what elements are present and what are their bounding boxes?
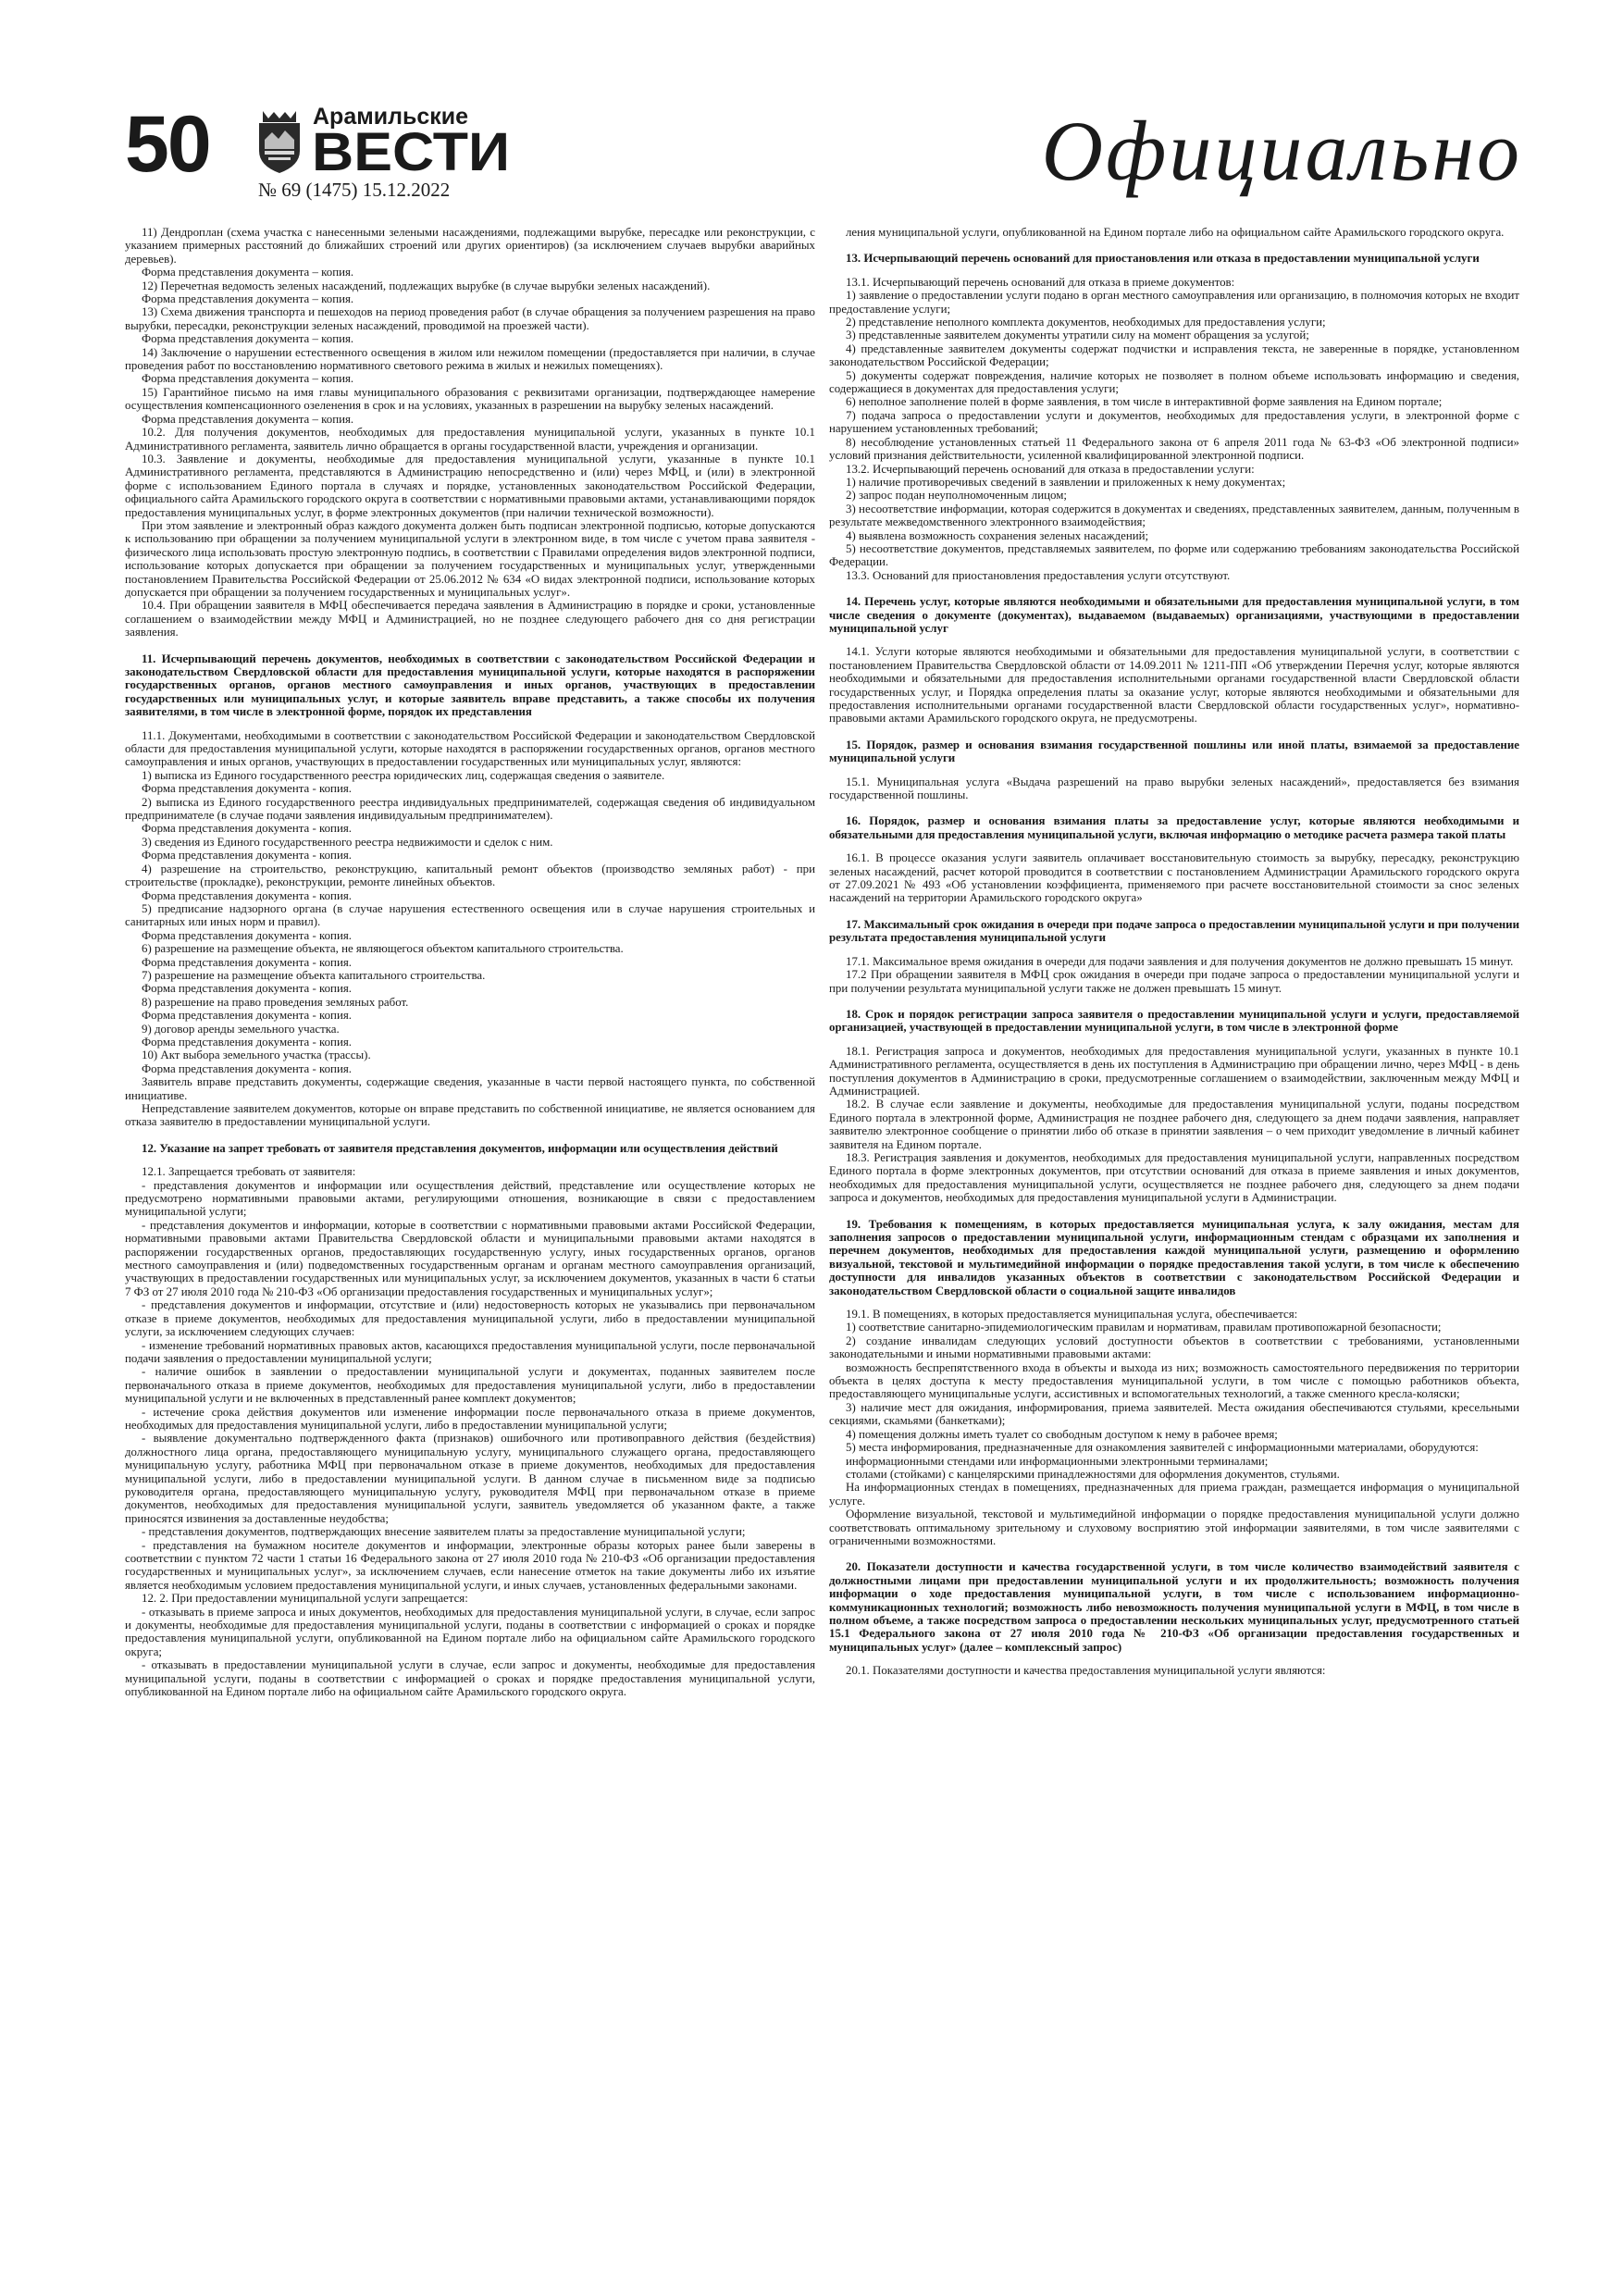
paragraph: 14.1. Услуги которые являются необходимыми и обязательными для предоставления муниципальной услуги, в соответствии с постановлением Правительства Свердловской области от 14.09.2011 № 1211-ПП «Об утверждении Перечня услуг, которые являются необходимыми и обязательными для предоставления исполнительными органами государственной власти Свердловской области государственных услуг, и Порядка определения платы за оказание услуг, которые являются необходимыми и обязательными для предоставления исполнительными органами государственной власти Свердловской области государственных услуг», нормативно-правовыми актами Арамильского городского округа, не предусмотрены. — [829, 645, 1519, 726]
paragraph: 3) несоответствие информации, которая содержится в документах и сведениях, представленных заявителем, данным, полученным в результате межведомственного электронного взаимодействия; — [829, 502, 1519, 529]
paragraph: Форма представления документа - копия. — [142, 822, 352, 836]
paragraph: 18.2. В случае если заявление и документы, необходимые для предоставления муниципальной услуги, поданы посредством Единого портала в электронной форме, Администрация не позднее рабочего дня, следующего за днем подачи заявления, направляет заявителю электронное сообщение о принятии либо об отказе в принятии заявления – о чем приходит уведомление в личный кабинет заявителя на Едином портале. — [829, 1098, 1519, 1151]
paragraph: Форма представления документа - копия. — [142, 955, 352, 969]
paragraph: 17.1. Максимальное время ожидания в очереди для подачи заявления и для получения документов не должно превышать 15 минут. — [846, 954, 1514, 968]
paragraph: 5) несоответствие документов, представляемых заявителем, по форме или содержанию требованиям законодательства Российской Федерации. — [829, 541, 1519, 569]
paragraph: 11.1. Документами, необходимыми в соответствии с законодательством Российской Федерации и законодательством Свердловской области для предоставления муниципальной услуги, которые находятся в распоряжении государственных органов, органов местного самоуправления и иных органов, участвующих в предоставлении государственных или муниципальных услуг, являются: — [125, 728, 815, 769]
coat-of-arms-icon — [254, 108, 305, 175]
section-heading: 19. Требования к помещениям, в которых предоставляется муниципальная услуга, к залу ожидания, местам для заполнения запросов о предоставлении муниципальной услуги, информационным стендам с образцами их заполнения и перечнем документов, необходимых для предоставления каждой муниципальной услуги, размещению и оформлению визуальной, текстовой и мультимедийной информации о порядке предоставления такой услуги, в том числе к обеспечению доступности для инвалидов указанных объектов в соответствии с законодательством Российской Федерации и законодательством Свердловской области о социальной защите инвалидов — [829, 1217, 1519, 1297]
paragraph: - выявление документально подтвержденного факта (признаков) ошибочного или противоправного действия (бездействия) должностного лица органа, предоставляющего муниципальную услугу, муниципального служащего органа, предоставляющего муниципальную услугу, работника МФЦ при первоначальном отказе в приеме документов, необходимых для предоставления муниципальной услуги, либо в предоставлении муниципальной услуги. В данном случае в письменном виде за подписью руководителя органа, предоставляющего муниципальную услугу, руководителя МФЦ при первоначальном отказе в приеме документов, необходимых для предоставления муниципальной услуги, заявитель уведомляется об указанном факте, а также приносятся извинения за доставленные неудобства; — [125, 1432, 815, 1525]
paragraph: Форма представления документа – копия. — [142, 372, 354, 386]
paragraph: 5) документы содержат повреждения, наличие которых не позволяет в полном объеме использовать информацию и сведения, содержащиеся в документах для предоставления услуги; — [829, 368, 1519, 396]
section-heading: 17. Максимальный срок ожидания в очереди при подаче запроса о предоставлении муниципальной услуги и при получении результата предоставления муниципальной услуги — [829, 917, 1519, 945]
section-heading: 13. Исчерпывающий перечень оснований для приостановления или отказа в предоставлении муниципальной услуги — [846, 252, 1480, 266]
paragraph: - изменение требований нормативных правовых актов, касающихся предоставления муниципальной услуги, после первоначальной подачи заявления о предоставлении муниципальной услуги; — [125, 1338, 815, 1365]
paragraph: 8) разрешение на право проведения земляных работ. — [142, 995, 409, 1009]
paragraph: 9) договор аренды земельного участка. — [142, 1022, 340, 1036]
paragraph: Форма представления документа – копия. — [142, 292, 354, 306]
paragraph: Заявитель вправе представить документы, содержащие сведения, указанные в части первой настоящего пункта, по собственной инициативе. — [125, 1075, 815, 1102]
paragraph: 10.4. При обращении заявителя в МФЦ обеспечивается передача заявления в Администрацию в порядке и сроки, установленные соглашением о взаимодействии между МФЦ и Администрацией, но не позднее следующего рабочего дня со дня регистрации заявления. — [125, 599, 815, 639]
section-heading: 16. Порядок, размер и основания взимания платы за предоставление услуг, которые являются необходимыми и обязательными для предоставления муниципальной услуги, включая информацию о методике расчета размера такой платы — [829, 814, 1519, 841]
paragraph: 15) Гарантийное письмо на имя главы муниципального образования с реквизитами организации, подтверждающее намерение осуществления компенсационного озеленения в срок и на условиях, указанных в разрешении на вырубку зеленых насаждений. — [125, 385, 815, 413]
paragraph: 4) выявлена возможность сохранения зеленых насаждений; — [846, 528, 1149, 542]
paragraph: Оформление визуальной, текстовой и мультимедийной информации о порядке предоставления муниципальной услуги должно соответствовать оптимальному зрительному и слуховому восприятию этой информации заявителями, в том числе заявителями с ограниченными возможностями. — [829, 1508, 1519, 1547]
section-heading: 15. Порядок, размер и основания взимания государственной пошлины или иной платы, взимаемой за предоставление муниципальной услуги — [829, 738, 1519, 765]
paragraph: Форма представления документа - копия. — [142, 849, 352, 863]
publication-name-main: ВЕСТИ — [312, 122, 510, 182]
paragraph: 3) наличие мест для ожидания, информирования, приема заявителей. Места ожидания обеспечиваются стульями, кресельными секциями, скамьями (банкетками); — [829, 1400, 1519, 1428]
paragraph: 12.1. Запрещается требовать от заявителя: — [142, 1165, 356, 1179]
paragraph: 10.2. Для получения документов, необходимых для предоставления муниципальной услуги, указанных в пункте 10.1 Административного регламента, заявитель лично обращается в органы государственной власти, учреждения и организации. — [125, 426, 815, 453]
paragraph: 13.1. Исчерпывающий перечень оснований для отказа в приеме документов: — [846, 275, 1235, 289]
paragraph: 1) выписка из Единого государственного реестра юридических лиц, содержащая сведения о заявителе. — [142, 768, 665, 782]
page-header — [125, 97, 1522, 201]
paragraph: 5) предписание надзорного органа (в случае нарушения естественного освещения или в случае нарушения строительных и санитарных или иных норм и правил). — [125, 901, 815, 929]
paragraph: 1) наличие противоречивых сведений в заявлении и приложенных к нему документах; — [846, 475, 1286, 489]
publication-name-top: Арамильские — [313, 104, 469, 130]
section-heading: 14. Перечень услуг, которые являются необходимыми и обязательными для предоставления муниципальной услуги, в том числе сведения о документе (документах), выдаваемом (выдаваемых) организациями, участвующими в предоставлении муниципальной услуг — [829, 595, 1519, 635]
paragraph: - представления документов и информации или осуществления действий, представление или осуществление которых не предусмотрено нормативными правовыми актами, регулирующими отношения, возникающие в связи с предоставлением муниципальной услуги; — [125, 1178, 815, 1219]
paragraph: 2) создание инвалидам следующих условий доступности объектов в соответствии с требованиями, установленными законодательными и иными нормативными правовыми актами: — [829, 1334, 1519, 1361]
paragraph: 2) представление неполного комплекта документов, необходимых для предоставления услуги; — [846, 316, 1326, 329]
paragraph: Форма представления документа - копия. — [142, 928, 352, 942]
paragraph: 7) подача запроса о предоставлении услуги и документов, необходимых для предоставления услуги, в электронной форме с нарушением установленных требований; — [829, 408, 1519, 436]
paragraph: ления муниципальной услуги, опубликованной на Едином портале либо на официальном сайте Арамильского городского округа. — [846, 226, 1505, 239]
paragraph: Форма представления документа - копия. — [142, 888, 352, 902]
paragraph: 2) выписка из Единого государственного реестра индивидуальных предпринимателей, содержащая сведения об индивидуальном предпринимателе (в случае подачи заявления индивидуальным предпринимателем). — [125, 795, 815, 823]
paragraph: информационными стендами или информационными электронными терминалами; — [846, 1454, 1269, 1468]
paragraph: 8) несоблюдение установленных статьей 11 Федерального закона от 6 апреля 2011 года № 63-ФЗ «Об электронной подписи» условий признания действительности, усиленной квалифицированной электронной подписи. — [829, 435, 1519, 463]
paragraph: 4) представленные заявителем документы содержат подчистки и исправления текста, не заверенные в порядке, установленном законодательством Российской Федерации; — [829, 341, 1519, 369]
paragraph: 20.1. Показателями доступности и качества предоставления муниципальной услуги являются: — [846, 1664, 1326, 1678]
paragraph: 2) запрос подан неуполномоченным лицом; — [846, 489, 1067, 503]
paragraph: 1) заявление о предоставлении услуги подано в орган местного самоуправления или организацию, в полномочия которых не входит предоставление услуги; — [829, 289, 1519, 316]
section-heading: 18. Срок и порядок регистрации запроса заявителя о предоставлении муниципальной услуги и услуги, предоставляемой организацией, участвующей в предоставлении муниципальной услуги, в том числе в электронной форме — [829, 1007, 1519, 1035]
section-heading: 12. Указание на запрет требовать от заявителя представления документов, информации или осуществления действий — [142, 1141, 778, 1155]
left-text-column — [125, 226, 815, 2253]
paragraph: 14) Заключение о нарушении естественного освещения в жилом или нежилом помещении (предоставляется при наличии, в случае проведения работ по восстановлению нормативного светового режима в жилых и нежилых помещениях). — [125, 345, 815, 373]
paragraph: - представления документов, подтверждающих внесение заявителем платы за предоставление муниципальной услуги; — [142, 1525, 746, 1539]
section-title: Официально — [1041, 104, 1522, 198]
paragraph: Форма представления документа - копия. — [142, 1009, 352, 1023]
paragraph: - представления документов и информации, отсутствие и (или) недостоверность которых не указывались при первоначальном отказе в приеме документов, необходимых для предоставления муниципальной услуги, либо в предоставлении муниципальной услуги, за исключением следующих случаев: — [125, 1298, 815, 1339]
paragraph: 18.1. Регистрация запроса и документов, необходимых для предоставления муниципальной услуги, указанных в пункте 10.1 Административного регламента, осуществляется в день их поступления в Администрацию при обращении лично, через МФЦ - в день поступления документов в Администрацию в сроки, предусмотренные соглашением о взаимодействии, заключенным между МФЦ и Администрацией. — [829, 1044, 1519, 1098]
page-number: 50 — [125, 100, 210, 189]
paragraph: - представления документов и информации, которые в соответствии с нормативными правовыми актами Российской Федерации, нормативными правовыми актами Правительства Свердловской области и муниципальными правовыми актами находятся в распоряжении государственных органов, предоставляющих государственную услугу, иных государственных органов, органов местного самоуправления и (или) подведомственных государственным органам и органам местного самоуправления организаций, участвующих в предоставлении государственных или муниципальных услуг, за исключением документов, указанных в части 6 статьи 7 ФЗ от 27 июля 2010 года № 210-ФЗ «Об организации предоставления государственных и муниципальных услуг»; — [125, 1218, 815, 1298]
paragraph: Форма представления документа - копия. — [142, 1061, 352, 1075]
paragraph: 11) Дендроплан (схема участка с нанесенными зелеными насаждениями, подлежащими вырубке, пересадке или реконструкции, с указанием примерных расстояний до ближайших строений или других ориентиров) (за исключением случаев вырубки аварийных деревьев). — [125, 226, 815, 266]
paragraph: 3) представленные заявителем документы утратили силу на момент обращения за услугой; — [846, 329, 1309, 342]
paragraph: 1) соответствие санитарно-эпидемиологическим правилам и нормативам, правилам противопожарной безопасности; — [846, 1321, 1442, 1334]
paragraph: 13) Схема движения транспорта и пешеходов на период проведения работ (в случае обращения за получением разрешения на право вырубки, пересадки, реконструкции зеленых насаждений, проводимой на проезжей части). — [125, 305, 815, 332]
paragraph: Непредставление заявителем документов, которые он вправе представить по собственной инициативе, не является основанием для отказа заявителю в предоставлении муниципальной услуги. — [125, 1102, 815, 1129]
paragraph: 6) неполное заполнение полей в форме заявления, в том числе в интерактивной форме заявления на Едином портале; — [846, 395, 1443, 409]
paragraph: - отказывать в приеме запроса и иных документов, необходимых для предоставления муниципальной услуги, в случае, если запрос и документы, необходимые для предоставления муниципальной услуги, поданы в соответствии с информацией о сроках и порядке предоставления муниципальной услуги, опубликованной на Едином портале либо на официальном сайте Арамильского городского округа; — [125, 1605, 815, 1658]
paragraph: - отказывать в предоставлении муниципальной услуги в случае, если запрос и документы, необходимые для предоставления муниципальной услуги, поданы в соответствии с информацией о сроках и порядке предоставления муниципальной услуги, опубликованной на Едином портале либо на официальном сайте Арамильского городского округа. — [125, 1658, 815, 1699]
paragraph: возможность беспрепятственного входа в объекты и выхода из них; возможность самостоятельного передвижения по территории объекта в целях доступа к месту предоставления муниципальной услуги, в том числе с помощью работников объекта, предоставляющего муниципальные услуги, ассистивных и вспомогательных технологий, а также сменного кресла-коляски; — [829, 1360, 1519, 1401]
right-text-column — [829, 226, 1519, 2253]
paragraph: Форма представления документа - копия. — [142, 982, 352, 996]
paragraph: 16.1. В процессе оказания услуги заявитель оплачивает восстановительную стоимость за вырубку, пересадку, реконструкцию зеленых насаждений, расчет которой проводится в соответствии с постановлением Администрации Арамильского городского округа от 27.09.2021 № 493 «Об установлении коэффициента, применяемого при расчете восстановительной стоимости за снос зеленых насаждений на территории Арамильского городского округа» — [829, 851, 1519, 905]
paragraph: 13.2. Исчерпывающий перечень оснований для отказа в предоставлении услуги: — [846, 462, 1255, 476]
paragraph: 12. 2. При предоставлении муниципальной услуги запрещается: — [142, 1592, 468, 1606]
paragraph: Форма представления документа – копия. — [142, 266, 354, 279]
paragraph: 12) Перечетная ведомость зеленых насаждений, подлежащих вырубке (в случае вырубки зеленых насаждений). — [142, 279, 711, 292]
paragraph: 13.3. Оснований для приостановления предоставления услуги отсутствуют. — [846, 568, 1231, 582]
paragraph: 15.1. Муниципальная услуга «Выдача разрешений на право вырубки зеленых насаждений», предоставляется без взимания государственной пошлины. — [829, 775, 1519, 802]
paragraph: 10) Акт выбора земельного участка (трассы). — [142, 1049, 371, 1062]
paragraph: столами (стойками) с канцелярскими принадлежностями для оформления документов, стульями. — [846, 1467, 1340, 1481]
paragraph: 5) места информирования, предназначенные для ознакомления заявителей с информационными материалами, оборудуются: — [846, 1441, 1479, 1455]
paragraph: 3) сведения из Единого государственного реестра недвижимости и сделок с ним. — [142, 835, 553, 849]
paragraph: - истечение срока действия документов или изменение информации после первоначального отказа в приеме документов, необходимых для предоставления муниципальной услуги, либо в предоставлении муниципальной услуги; — [125, 1405, 815, 1432]
paragraph: Форма представления документа – копия. — [142, 332, 354, 346]
paragraph: При этом заявление и электронный образ каждого документа должен быть подписан электронной подписью, которые допускаются к использованию при обращении за получением муниципальной услуги в электронном виде, в том числе с учетом права заявителя - физического лица использовать простую электронную подпись, в соответствии с Правилами определения видов электронной подписи, использование которых допускается при обращении за получением государственных и муниципальных услуг, утвержденными постановлением Правительства Российской Федерации от 25.06.2012 № 634 «О видах электронной подписи, использование которых допускается при обращении за получением государственных и муниципальных услуг». — [125, 518, 815, 599]
section-heading: 20. Показатели доступности и качества государственной услуги, в том числе количество взаимодействий заявителя с должностными лицами при предоставлении муниципальной услуги и их продолжительность; возможность получения информации о ходе предоставления муниципальной услуги, в том числе с использованием информационно-коммуникационных технологий; возможность либо невозможность получения муниципальной услуги в МФЦ, в том числе в полном объеме, а также посредством запроса о предоставлении нескольких муниципальных услуг, предусмотренного статьей 15.1 Федерального закона от 27 июля 2010 года № 210-ФЗ «Об организации предоставления государственных и муниципальных услуг» (далее – комплексный запрос) — [829, 1560, 1519, 1654]
paragraph: 18.3. Регистрация заявления и документов, необходимых для предоставления муниципальной услуги, направленных посредством Единого портала в форме электронных документов, при отсутствии оснований для отказа в приеме заявления и иных документов, необходимых для предоставления муниципальной услуги, осуществляется не позднее рабочего дня, следующего за днем подачи запроса и документов, необходимых для предоставления муниципальной услуги в Администрации. — [829, 1150, 1519, 1205]
section-heading: 11. Исчерпывающий перечень документов, необходимых в соответствии с законодательством Российской Федерации и законодательством Свердловской области для предоставления муниципальной услуги, которые находятся в распоряжении государственных органов, органов местного самоуправления и иных органов, участвующих в предоставлении государственных или муниципальных услуг, и которые заявитель вправе представить, а также способы их получения заявителями, в том числе в электронной форме, порядок их представления — [125, 652, 815, 719]
paragraph: 17.2 При обращении заявителя в МФЦ срок ожидания в очереди при подаче запроса о предоставлении муниципальной услуги и при получении результата муниципальной услуги также не должен превышать 15 минут. — [829, 968, 1519, 995]
paragraph: - наличие ошибок в заявлении о предоставлении муниципальной услуги и документах, поданных заявителем после первоначального отказа в приеме документов, необходимых для предоставления муниципальной услуги, либо в предоставлении муниципальной услуги и не включенных в представленный ранее комплект документов; — [125, 1365, 815, 1406]
issue-number-date: № 69 (1475) 15.12.2022 — [258, 179, 451, 201]
paragraph: Форма представления документа - копия. — [142, 782, 352, 796]
paragraph: Форма представления документа – копия. — [142, 412, 354, 426]
paragraph: 4) разрешение на строительство, реконструкцию, капитальный ремонт объектов (производство земляных работ) - при строительстве (прокладке), реконструкции, ремонте линейных объектов. — [125, 862, 815, 889]
paragraph: Форма представления документа - копия. — [142, 1035, 352, 1049]
paragraph: - представления на бумажном носителе документов и информации, электронные образы которых ранее были заверены в соответствии с пунктом 72 части 1 статьи 16 Федерального закона от 27 июля 2010 года № 210-ФЗ «Об организации предоставления государственных и муниципальных услуг», за исключением случаев, если нанесение отметок на такие документы либо их изъятие является необходимым условием предоставления муниципальной услуги, и иных случаев, установленных федеральными законами. — [125, 1538, 815, 1592]
paragraph: 4) помещения должны иметь туалет со свободным доступом к нему в рабочее время; — [846, 1427, 1278, 1441]
paragraph: 6) разрешение на размещение объекта, не являющегося объектом капитального строительства. — [142, 942, 624, 956]
paragraph: На информационных стендах в помещениях, предназначенных для приема граждан, размещается информация о муниципальной услуге. — [829, 1481, 1519, 1508]
paragraph: 19.1. В помещениях, в которых предоставляется муниципальная услуга, обеспечивается: — [846, 1308, 1298, 1322]
paragraph: 7) разрешение на размещение объекта капитального строительства. — [142, 968, 486, 982]
paragraph: 10.3. Заявление и документы, необходимые для предоставления муниципальной услуги, указанные в пункте 10.1 Административного регламента, представляются в Администрацию непосредственно и (или) через МФЦ, и (или) в электронной форме с использованием Единого портала в случаях и порядке, установленных законодательством Российской Федерации, официального сайта Арамильского городского округа в соответствии с нормативными правовыми актами, устанавливающими порядок предоставления муниципальных услуг, в форме электронных документов (при наличии технической возможности). — [125, 452, 815, 519]
